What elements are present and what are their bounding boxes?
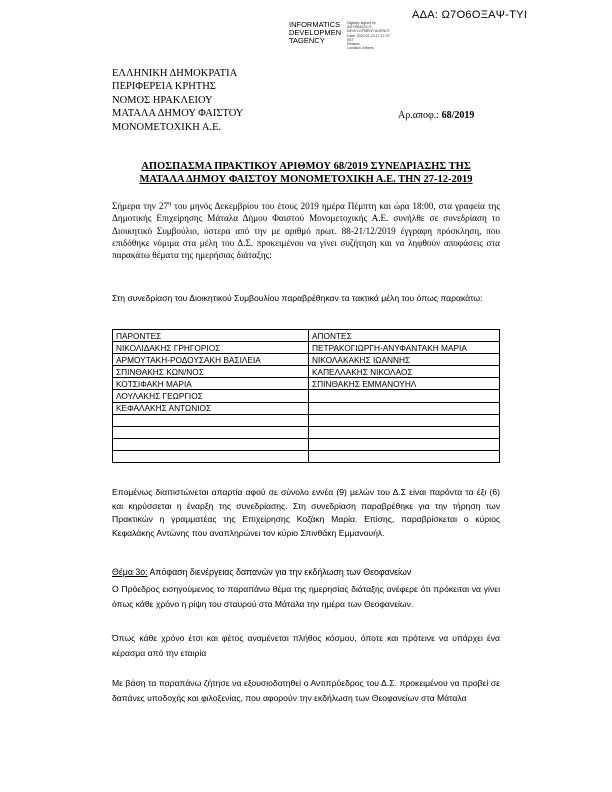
ada-number: ΑΔΑ: Ω7Ο6ΟΞΑΨ-ΤΥΙ <box>412 9 528 21</box>
letterhead <box>112 67 243 134</box>
table-row <box>113 354 500 366</box>
stamp-line: Digitally signed by <box>347 21 376 25</box>
body-paragraph: Με βάση τα παραπάνω ζήτησε να εξουσιοδοτηθεί ο Αντιπρόεδρος του Δ.Σ. προκειμένου να προβεί σε δαπάνες υποδοχής και φιλοξενίας, που αφορούν την εκδήλωση των Θεοφανείων στα Μάταλα <box>112 678 500 703</box>
document-title <box>112 160 500 186</box>
title-line: ΑΠΟΣΠΑΣΜΑ ΠΡΑΚΤΙΚΟΥ ΑΡΙΘΜΟΥ 68/2019 ΣΥΝΕΔΡΙΑΣΗΣ ΤΗΣ <box>141 161 471 172</box>
table-row <box>113 438 500 450</box>
header-absent: ΑΠΟΝΤΕΣ <box>309 330 500 342</box>
absent-cell <box>309 438 500 450</box>
letterhead-line: ΕΛΛΗΝΙΚΗ ΔΗΜΟΚΡΑΤΙΑ <box>112 68 238 79</box>
letterhead-line: ΠΕΡΙΦΕΡΕΙΑ ΚΡΗΤΗΣ <box>112 81 216 93</box>
letterhead-line: ΜΟΝΟΜΕΤΟΧΙΚΗ Α.Ε. <box>112 121 222 133</box>
present-cell <box>113 438 309 450</box>
letterhead-line: ΜΑΤΑΛΑ ΔΗΜΟΥ ΦΑΙΣΤΟΥ <box>112 108 244 120</box>
stamp-line: Location: Athens <box>347 46 374 51</box>
present-cell <box>113 426 309 438</box>
present-cell: ΣΠΙΝΘΑΚΗΣ ΚΩΝ/ΝΟΣ <box>113 366 309 378</box>
present-cell <box>113 414 309 426</box>
letterhead-line: ΝΟΜΟΣ ΗΡΑΚΛΕΙΟΥ <box>112 94 213 106</box>
table-row <box>113 450 500 462</box>
members-intro: Στη συνεδρίαση του Διοικητικού Συμβουλίου παραβρέθηκαν τα τακτικά μέλη του όπως παρακάτω: <box>112 293 483 303</box>
table-row <box>113 378 500 390</box>
intro-text: Σήμερα την 27 <box>112 201 169 212</box>
intro-paragraph <box>112 198 500 262</box>
present-cell: ΛΟΥΛΑΚΗΣ ΓΕΩΡΓΙΟΣ <box>113 390 309 402</box>
table-row <box>113 426 500 438</box>
stamp-line: Reason: <box>347 42 361 47</box>
absent-cell <box>309 402 500 414</box>
present-cell: ΚΟΤΣΙΦΑΚΗ ΜΑΡΙΑ <box>113 378 309 390</box>
topic-label: Θέμα 3ο: <box>112 567 148 577</box>
absent-cell <box>309 426 500 438</box>
present-cell: ΚΕΦΑΛΑΚΗΣ ΑΝΤΩΝΙΟΣ <box>113 402 309 414</box>
absent-cell <box>309 390 500 402</box>
present-cell: ΑΡΜΟΥΤΑΚΗ-ΡΟΔΟΥΣΑΚΗ ΒΑΣΙΛΕΙΑ <box>113 354 309 366</box>
agenda-topic <box>112 566 500 579</box>
title-line: ΜΑΤΑΛΑ ΔΗΜΟΥ ΦΑΙΣΤΟΥ ΜΟΝΟΜΕΤΟΧΙΚΗ Α.Ε. ΤΗΝ 27-12-2019 <box>139 174 473 185</box>
decision-number-value: 68/2019 <box>441 110 475 121</box>
absent-cell <box>309 450 500 462</box>
present-cell: ΝΙΚΟΛΙΔΑΚΗΣ ΓΡΗΓΟΡΙΟΣ <box>113 342 309 354</box>
intro-superscript: η <box>168 201 172 207</box>
attendance-table <box>112 329 500 463</box>
table-row <box>113 342 500 354</box>
decision-number <box>398 110 474 121</box>
table-row <box>113 402 500 414</box>
topic-text: Απόφαση διενέργειας δαπανών για την εκδήλωση των Θεοφανείων <box>147 567 412 577</box>
absent-cell: ΣΠΙΝΘΑΚΗΣ ΕΜΜΑΝΟΥΗΛ <box>309 378 500 390</box>
present-cell <box>113 450 309 462</box>
body-paragraph: Όπως κάθε χρόνο έτσι και φέτος αναμένεται πλήθος κόσμου, όποτε και πρότεινε να υπάρχει ένα κέρασμα από την εταιρία <box>112 633 500 658</box>
stamp-line: INFORMATICS <box>347 25 372 30</box>
absent-cell: ΠΕΤΡΑΚΟΓΙΩΡΓΗ-ΑΝΥΦΑΝΤΑΚΗ ΜΑΡΙΑ <box>309 342 500 354</box>
stamp-line: DEVELOPMENT AGENCY <box>347 29 391 34</box>
table-row <box>113 366 500 378</box>
table-row <box>113 414 500 426</box>
stamp-line: Date: 2020.01.23 17:37:07 <box>347 33 390 38</box>
agency-line: DEVELOPMEN <box>289 28 342 37</box>
intro-text: του μηνός Δεκεμβρίου του έτους 2019 ημέρα Πέμπτη και ώρα 18:00, στα γραφεία της Δημοτικής Επιχείρησης Μάταλα Δήμου Φαιστού Μονομετοχικής Α.Ε. συνήλθε σε συνεδρίαση το Διοικητικό Συμβούλιο, ύστερα από την με αριθμό πρωτ. 88-21/12/2019 έγγραφη πρόσκληση, που επιδόθηκε νόμιμα στα μέλη του Δ.Σ. προκειμένου να γίνει συζήτηση και να ληφθούν αποφάσεις στα παρακάτω θέματα της ημερήσιας διάταξης: <box>112 201 500 261</box>
body-paragraph: Ο Πρόεδρος εισηγούμενος το παραπάνω θέμα της ημερησίας διάταξης ανέφερε ότι πρόκειται να γίνει όπως κάθε χρόνο η ρίψη του σταυρού στα Μάταλα την ημέρα των Θεοφανείων. <box>112 584 500 609</box>
table-header-row <box>113 330 500 342</box>
decision-number-label: Αρ.αποφ.: <box>398 110 440 121</box>
stamp-line: EET <box>347 37 354 42</box>
header-present: ΠΑΡΟΝΤΕΣ <box>113 330 309 342</box>
table-row <box>113 390 500 402</box>
agency-line: INFORMATICS <box>289 20 341 29</box>
agency-line: TAGENCY <box>289 36 325 45</box>
signing-agency <box>289 21 349 45</box>
digital-signature-stamp <box>347 21 407 50</box>
quorum-paragraph: Επομένως διαπιστώνεται απαρτία αφού σε σύνολο εννέα (9) μελών του Δ.Σ είναι παρόντα τα έξι (6) και κηρύσσεται η έναρξη της συνεδρίασης. Στη συνεδρίαση παραβρέθηκε για την τήρηση των Πρακτικών η γραμματέας της Επιχείρησης Κοζάκη Μαρία. Επίσης, παραβρίσκεται ο κύριος Κεφαλάκης Αντώνης που αναπληρώνει τον κύριο Σπινθάκη Εμμανουήλ. <box>112 487 500 538</box>
absent-cell: ΚΑΠΕΛΛΑΚΗΣ ΝΙΚΟΛΑΟΣ <box>309 366 500 378</box>
absent-cell: ΝΙΚΟΛΑΚΑΚΗΣ ΙΩΑΝΝΗΣ <box>309 354 500 366</box>
absent-cell <box>309 414 500 426</box>
